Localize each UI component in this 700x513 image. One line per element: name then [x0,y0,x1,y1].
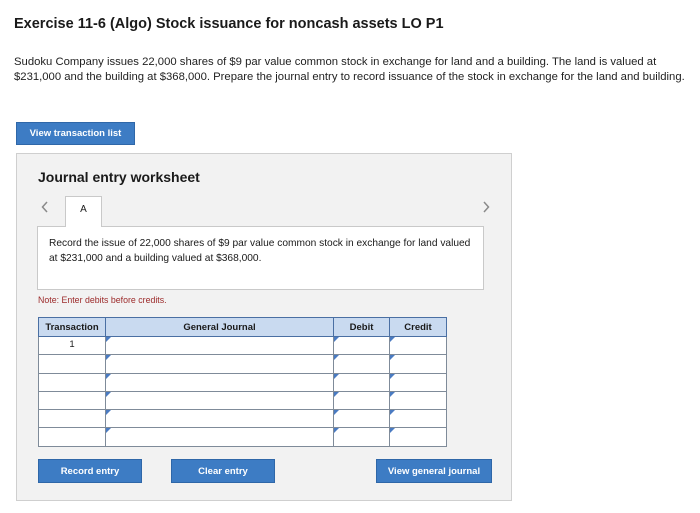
table-row [39,337,447,355]
view-general-journal-button[interactable]: View general journal [376,459,492,483]
worksheet-title: Journal entry worksheet [38,169,200,185]
table-row [39,391,447,409]
clear-entry-button[interactable]: Clear entry [171,459,275,483]
debit-input[interactable] [334,337,390,355]
instruction-text: Record the issue of 22,000 shares of $9 par value common stock in exchange for land valued at $231,000 and a building valued at $368,000. [49,238,471,264]
header-general-journal: General Journal [106,318,334,337]
general-journal-input[interactable] [106,410,334,428]
general-journal-input[interactable] [106,391,334,409]
tab-a[interactable]: A [65,196,102,227]
transaction-cell [39,391,106,409]
general-journal-input[interactable] [106,373,334,391]
transaction-cell [39,410,106,428]
header-credit: Credit [390,318,447,337]
header-transaction: Transaction [39,318,106,337]
credit-input[interactable] [390,410,447,428]
debit-input[interactable] [334,373,390,391]
debit-input[interactable] [334,410,390,428]
exercise-title: Exercise 11-6 (Algo) Stock issuance for noncash assets LO P1 [14,16,444,32]
general-journal-input[interactable] [106,428,334,446]
credit-input[interactable] [390,337,447,355]
general-journal-input[interactable] [106,355,334,373]
general-journal-input[interactable] [106,337,334,355]
record-entry-button[interactable]: Record entry [38,459,142,483]
note-text: Note: Enter debits before credits. [38,295,167,305]
table-row [39,428,447,446]
transaction-cell: 1 [39,337,106,355]
debit-input[interactable] [334,428,390,446]
view-transaction-list-button[interactable]: View transaction list [16,122,135,145]
table-row [39,355,447,373]
transaction-cell [39,428,106,446]
instruction-panel [37,226,484,290]
journal-entry-worksheet [16,153,512,501]
credit-input[interactable] [390,391,447,409]
chevron-right-icon[interactable] [479,198,493,216]
credit-input[interactable] [390,428,447,446]
transaction-cell [39,373,106,391]
transaction-cell [39,355,106,373]
table-row [39,410,447,428]
debit-input[interactable] [334,355,390,373]
credit-input[interactable] [390,355,447,373]
journal-table [38,317,447,447]
credit-input[interactable] [390,373,447,391]
chevron-left-icon[interactable] [38,198,52,216]
table-row [39,373,447,391]
exercise-prompt: Sudoku Company issues 22,000 shares of $9 par value common stock in exchange for land and a building. The land is valued at $231,000 and the building at $368,000. Prepare the journal entry to record issuance of the stock in exchange for the land and building. [14,56,685,83]
header-debit: Debit [334,318,390,337]
debit-input[interactable] [334,391,390,409]
table-header-row [39,318,447,337]
